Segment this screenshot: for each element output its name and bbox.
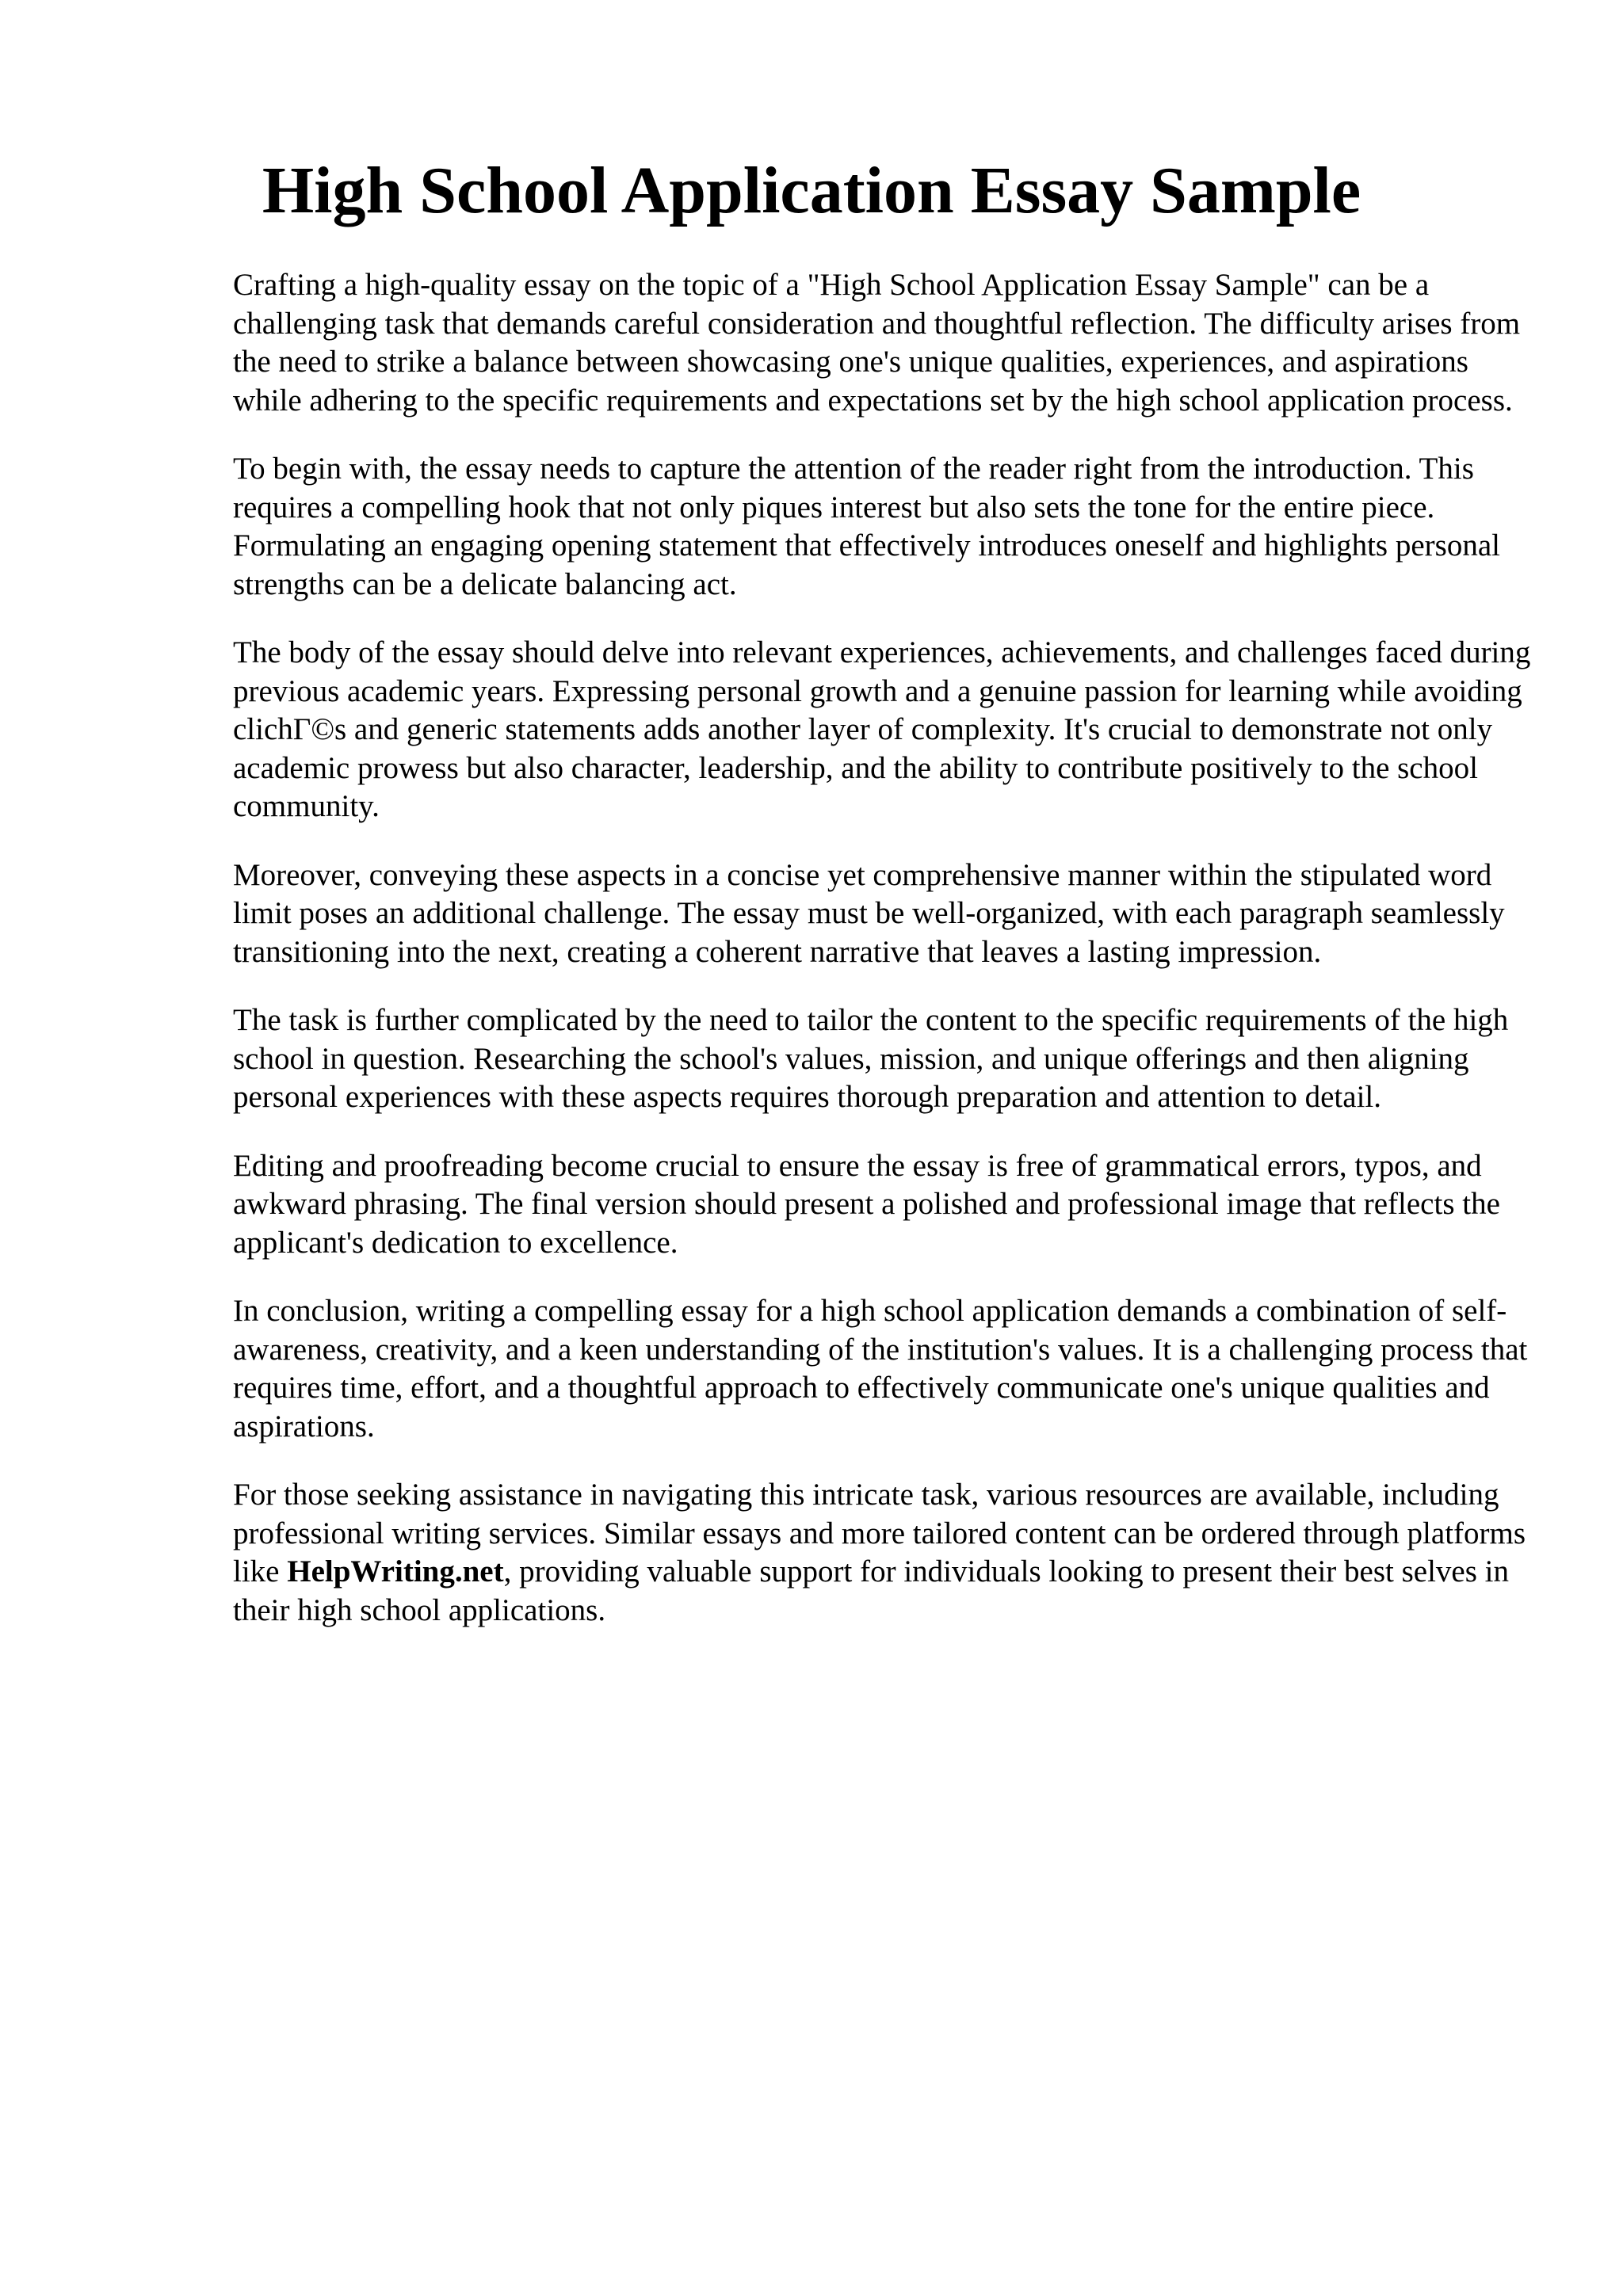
brand-link[interactable]: HelpWriting.net <box>287 1554 504 1589</box>
essay-body <box>233 266 1533 1660</box>
paragraph-7: In conclusion, writing a compelling essay for a high school application demands a combination of self-awareness, creativity, and a keen understanding of the institution's values. It is a challenging process that requires time, effort, and a thoughtful approach to effectively communicate one's unique qualities and aspirations. <box>233 1294 1528 1444</box>
paragraph-8-tail: , providing valuable support for individuals looking to present their best selves in their high school applications. <box>233 1554 1509 1627</box>
paragraph-2: To begin with, the essay needs to capture the attention of the reader right from the introduction. This requires a compelling hook that not only piques interest but also sets the tone for the entire piece. Formulating an engaging opening statement that effectively introduces oneself and highlights personal strengths can be a delicate balancing act. <box>233 452 1500 601</box>
paragraph-4: Moreover, conveying these aspects in a concise yet comprehensive manner within the stipulated word limit poses an additional challenge. The essay must be well-organized, with each paragraph seamlessly transitioning into the next, creating a coherent narrative that leaves a lasting impression. <box>233 857 1505 969</box>
paragraph-8 <box>233 1476 1533 1630</box>
paragraph-6: Editing and proofreading become crucial to ensure the essay is free of grammatical errors, typos, and awkward phrasing. The final version should present a polished and professional image that reflects the applicant's dedication to excellence. <box>233 1148 1500 1260</box>
page-title: High School Application Essay Sample <box>262 154 1361 227</box>
paragraph-5: The task is further complicated by the need to tailor the content to the specific requirements of the high school in question. Researching the school's values, mission, and unique offerings and then aligning personal experiences with these aspects requires thorough preparation and attention to detail. <box>233 1003 1509 1114</box>
paragraph-8-lead: For those seeking assistance in navigating this intricate task, various resources are available, including professional writing services. Similar essays and more tailored content can be ordered through platforms like <box>233 1478 1526 1589</box>
paragraph-1: Crafting a high-quality essay on the topic of a "High School Application Essay Sample" can be a challenging task that demands careful consideration and thoughtful reflection. The difficulty arises from the need to strike a balance between showcasing one's unique qualities, experiences, and aspirations while adhering to the specific requirements and expectations set by the high school application process. <box>233 268 1521 418</box>
paragraph-3: The body of the essay should delve into relevant experiences, achievements, and challenges faced during previous academic years. Expressing personal growth and a genuine passion for learning while avoiding clichΓ©s and generic statements adds another layer of complexity. It's crucial to demonstrate not only academic prowess but also character, leadership, and the ability to contribute positively to the school community. <box>233 635 1531 823</box>
